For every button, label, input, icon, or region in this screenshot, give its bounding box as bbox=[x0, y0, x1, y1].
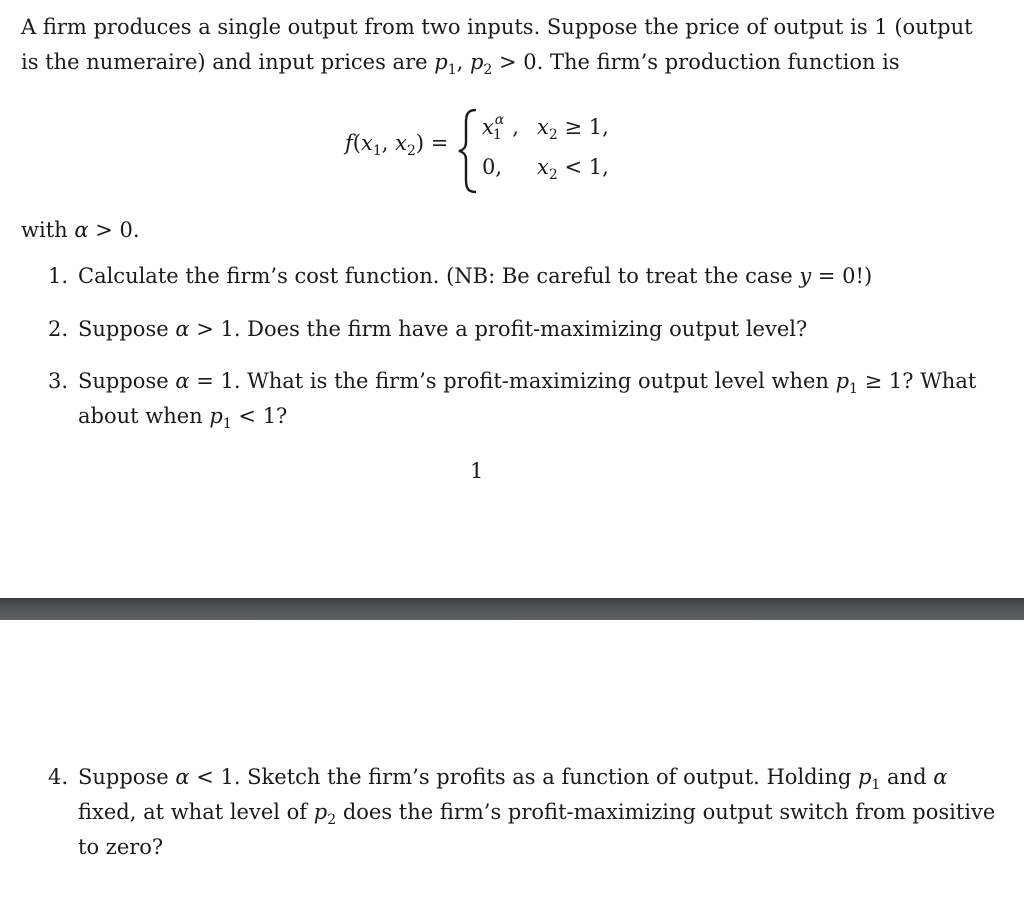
equation-lhs: $f(x_1$, $x_2$) = bbox=[345, 131, 449, 160]
production-function-equation bbox=[0, 104, 1024, 199]
case-2-condition: $x_2 < 1$, bbox=[537, 155, 609, 184]
page-separator bbox=[0, 598, 1024, 620]
case-2-value: 0, bbox=[482, 155, 503, 179]
intro-line-2: is the numeraire) and input prices are $p_1$, $p_2 > 0$. The firm’s production function is bbox=[21, 50, 900, 79]
page-number: 1 bbox=[470, 459, 484, 483]
document-page-2 bbox=[0, 620, 1024, 915]
case-1-value: $x_1^\alpha$ , bbox=[482, 112, 519, 144]
intro-line-1: A firm produces a single output from two inputs. Suppose the price of output is 1 (output bbox=[21, 15, 973, 39]
question-number: 4. bbox=[48, 765, 69, 789]
question-number: 3. bbox=[48, 369, 69, 393]
intro-paragraph bbox=[21, 10, 973, 80]
question-number: 2. bbox=[48, 317, 69, 341]
question-text: Suppose α = 1. What is the firm’s profit-maximizing output level when $p_1 \ge 1$? What about when $p_1 < 1$? bbox=[78, 369, 977, 433]
case-1-condition: $x_2 \ge 1$, bbox=[537, 115, 609, 144]
question-text: Suppose α < 1. Sketch the firm’s profits as a function of output. Holding $p_1$ and α fixed, at what level of $p_2$ does the firm’s profit-maximizing output switch from positive to zero? bbox=[78, 765, 996, 859]
question-text: Suppose α > 1. Does the firm have a profit-maximizing output level? bbox=[78, 317, 808, 341]
with-alpha-line: with α > 0. bbox=[21, 218, 140, 242]
question-text: Calculate the firm’s cost function. (NB: Be careful to treat the case y = 0!) bbox=[78, 264, 873, 288]
brace-icon bbox=[457, 108, 479, 194]
question-number: 1. bbox=[48, 264, 69, 288]
